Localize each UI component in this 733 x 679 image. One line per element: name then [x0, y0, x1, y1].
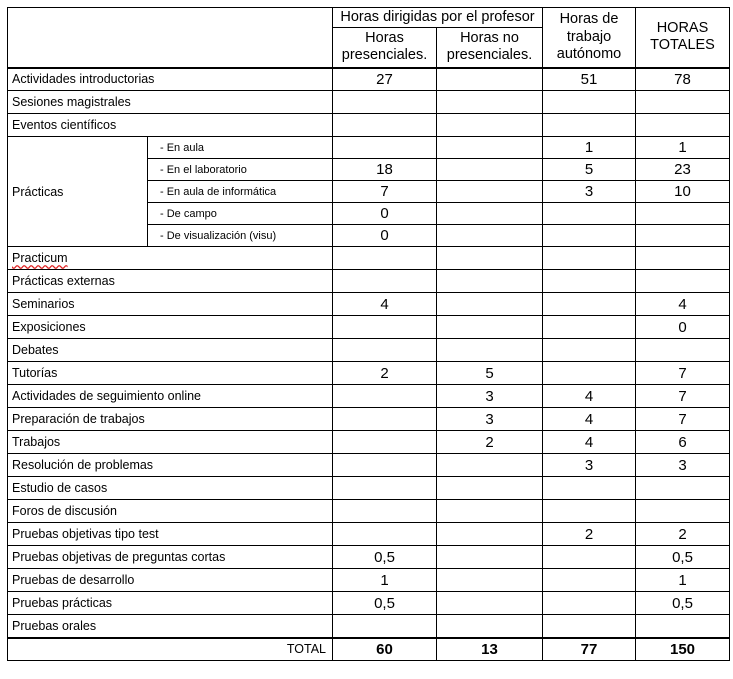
cell-no-presenciales [437, 546, 543, 569]
cell-presenciales [333, 270, 437, 293]
cell-autonomo: 1 [543, 137, 636, 159]
cell-total [636, 203, 730, 225]
table-row [8, 592, 730, 615]
row-label-text: Tutorías [12, 366, 58, 380]
cell-total: 0,5 [636, 546, 730, 569]
cell-total [636, 339, 730, 362]
row-label [8, 431, 333, 454]
table-row [8, 114, 730, 137]
table-row [8, 91, 730, 114]
practicas-sub-label: - De visualización (visu) [148, 225, 333, 247]
table-row [8, 454, 730, 477]
cell-no-presenciales [437, 569, 543, 592]
cell-no-presenciales [437, 181, 543, 203]
cell-autonomo [543, 270, 636, 293]
total-totales: 150 [636, 638, 730, 661]
cell-autonomo [543, 316, 636, 339]
cell-presenciales [333, 615, 437, 638]
header-blank-cell [8, 8, 333, 68]
cell-presenciales [333, 431, 437, 454]
cell-total: 7 [636, 362, 730, 385]
table-header [8, 8, 730, 68]
cell-autonomo [543, 615, 636, 638]
cell-total [636, 270, 730, 293]
cell-total [636, 91, 730, 114]
cell-no-presenciales: 2 [437, 431, 543, 454]
cell-no-presenciales [437, 91, 543, 114]
cell-autonomo: 5 [543, 159, 636, 181]
total-presenciales: 60 [333, 638, 437, 661]
cell-presenciales [333, 339, 437, 362]
cell-presenciales [333, 408, 437, 431]
table-row [8, 137, 730, 159]
cell-total [636, 500, 730, 523]
row-label-text: Debates [12, 343, 59, 357]
cell-autonomo [543, 203, 636, 225]
cell-presenciales [333, 137, 437, 159]
cell-no-presenciales [437, 316, 543, 339]
row-label [8, 270, 333, 293]
cell-no-presenciales [437, 159, 543, 181]
table-row [8, 408, 730, 431]
cell-autonomo [543, 500, 636, 523]
row-label-text: Pruebas objetivas de preguntas cortas [12, 550, 226, 564]
row-label-text: Seminarios [12, 297, 75, 311]
cell-no-presenciales: 3 [437, 408, 543, 431]
row-label [8, 546, 333, 569]
row-label [8, 408, 333, 431]
cell-total: 7 [636, 408, 730, 431]
header-dirigidas: Horas dirigidas por el profesor [333, 8, 543, 28]
cell-presenciales [333, 316, 437, 339]
cell-total: 6 [636, 431, 730, 454]
row-label [8, 592, 333, 615]
row-label: Sesiones magistrales [8, 91, 333, 114]
cell-presenciales [333, 247, 437, 270]
cell-presenciales: 7 [333, 181, 437, 203]
row-label-text: Resolución de problemas [12, 458, 154, 472]
cell-total: 1 [636, 569, 730, 592]
row-label [8, 454, 333, 477]
row-label [8, 362, 333, 385]
cell-no-presenciales [437, 68, 543, 91]
cell-total: 78 [636, 68, 730, 91]
cell-total: 1 [636, 137, 730, 159]
cell-autonomo [543, 293, 636, 316]
cell-no-presenciales [437, 592, 543, 615]
cell-total: 4 [636, 293, 730, 316]
cell-presenciales: 0 [333, 225, 437, 247]
cell-total: 3 [636, 454, 730, 477]
row-label-text: Foros de discusión [12, 504, 117, 518]
cell-autonomo [543, 225, 636, 247]
practicas-sub-label: - En aula de informática [148, 181, 333, 203]
cell-presenciales: 1 [333, 569, 437, 592]
cell-presenciales: 18 [333, 159, 437, 181]
row-label: Actividades introductorias [8, 68, 333, 91]
cell-autonomo [543, 546, 636, 569]
cell-autonomo: 3 [543, 454, 636, 477]
cell-autonomo [543, 339, 636, 362]
cell-presenciales [333, 477, 437, 500]
cell-presenciales [333, 454, 437, 477]
header-presenciales: Horas presenciales. [333, 28, 437, 68]
row-label [8, 293, 333, 316]
cell-presenciales [333, 91, 437, 114]
header-autonomo: Horas de trabajo autónomo [543, 8, 636, 68]
table-row [8, 431, 730, 454]
table-row [8, 339, 730, 362]
cell-no-presenciales [437, 247, 543, 270]
cell-total: 2 [636, 523, 730, 546]
row-label-text: Preparación de trabajos [12, 412, 145, 426]
row-label [8, 247, 333, 270]
cell-total [636, 477, 730, 500]
practicas-sub-label: - En aula [148, 137, 333, 159]
row-label-text: Prácticas externas [12, 274, 115, 288]
header-totales: HORAS TOTALES [636, 8, 730, 68]
cell-autonomo [543, 91, 636, 114]
cell-no-presenciales [437, 225, 543, 247]
row-label [8, 339, 333, 362]
cell-presenciales: 0 [333, 203, 437, 225]
cell-autonomo [543, 477, 636, 500]
table-row [8, 316, 730, 339]
row-label-text: Pruebas de desarrollo [12, 573, 135, 587]
cell-no-presenciales [437, 454, 543, 477]
cell-total: 7 [636, 385, 730, 408]
table-row [8, 270, 730, 293]
table-row [8, 362, 730, 385]
cell-presenciales [333, 114, 437, 137]
cell-presenciales [333, 523, 437, 546]
cell-autonomo [543, 362, 636, 385]
cell-total: 0 [636, 316, 730, 339]
table-row [8, 615, 730, 638]
cell-no-presenciales [437, 500, 543, 523]
table-row [8, 523, 730, 546]
row-label [8, 569, 333, 592]
table-row [8, 68, 730, 91]
cell-no-presenciales: 5 [437, 362, 543, 385]
cell-presenciales: 2 [333, 362, 437, 385]
row-label-text: Practicum [12, 251, 68, 265]
cell-autonomo: 4 [543, 385, 636, 408]
cell-total: 23 [636, 159, 730, 181]
table-body [8, 68, 730, 638]
cell-autonomo [543, 114, 636, 137]
cell-total [636, 247, 730, 270]
row-label-text: Pruebas objetivas tipo test [12, 527, 159, 541]
cell-no-presenciales [437, 615, 543, 638]
table-row [8, 546, 730, 569]
row-label-text: Estudio de casos [12, 481, 108, 495]
header-no-presenciales: Horas no presenciales. [437, 28, 543, 68]
cell-presenciales: 0,5 [333, 546, 437, 569]
practicas-sub-label: - De campo [148, 203, 333, 225]
cell-presenciales: 4 [333, 293, 437, 316]
row-label [8, 385, 333, 408]
cell-autonomo: 4 [543, 408, 636, 431]
cell-no-presenciales [437, 523, 543, 546]
cell-no-presenciales [437, 270, 543, 293]
table-row [8, 247, 730, 270]
cell-presenciales: 0,5 [333, 592, 437, 615]
cell-total: 10 [636, 181, 730, 203]
cell-autonomo: 4 [543, 431, 636, 454]
practicas-sub-label: - En el laboratorio [148, 159, 333, 181]
table-row [8, 293, 730, 316]
cell-no-presenciales: 3 [437, 385, 543, 408]
total-no-presenciales: 13 [437, 638, 543, 661]
row-label [8, 523, 333, 546]
cell-presenciales [333, 500, 437, 523]
cell-presenciales [333, 385, 437, 408]
row-label [8, 316, 333, 339]
table-row [8, 569, 730, 592]
table-row [8, 385, 730, 408]
cell-autonomo: 3 [543, 181, 636, 203]
row-label: Eventos científicos [8, 114, 333, 137]
row-label-text: Pruebas prácticas [12, 596, 113, 610]
cell-total: 0,5 [636, 592, 730, 615]
practicas-label: Prácticas [8, 137, 148, 247]
table-row [8, 477, 730, 500]
cell-no-presenciales [437, 114, 543, 137]
row-label [8, 500, 333, 523]
cell-autonomo [543, 247, 636, 270]
cell-total [636, 225, 730, 247]
table-row [8, 500, 730, 523]
cell-autonomo [543, 592, 636, 615]
table-total [8, 638, 730, 661]
cell-no-presenciales [437, 203, 543, 225]
cell-no-presenciales [437, 137, 543, 159]
cell-presenciales: 27 [333, 68, 437, 91]
cell-no-presenciales [437, 477, 543, 500]
cell-autonomo: 51 [543, 68, 636, 91]
row-label [8, 477, 333, 500]
cell-autonomo: 2 [543, 523, 636, 546]
total-label: TOTAL [8, 638, 333, 661]
cell-autonomo [543, 569, 636, 592]
cell-total [636, 114, 730, 137]
row-label-text: Exposiciones [12, 320, 86, 334]
cell-total [636, 615, 730, 638]
total-autonomo: 77 [543, 638, 636, 661]
row-label [8, 615, 333, 638]
cell-no-presenciales [437, 339, 543, 362]
hours-table [7, 7, 730, 661]
cell-no-presenciales [437, 293, 543, 316]
row-label-text: Trabajos [12, 435, 61, 449]
row-label-text: Pruebas orales [12, 618, 97, 633]
row-label-text: Actividades de seguimiento online [12, 389, 202, 403]
